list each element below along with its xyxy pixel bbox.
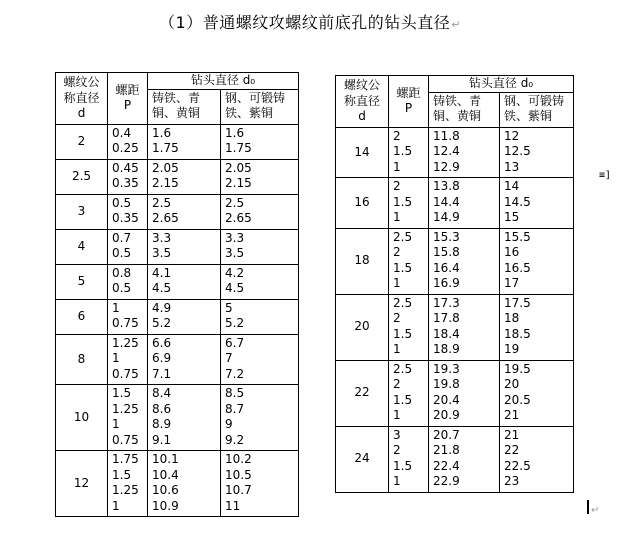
table-row bbox=[56, 334, 299, 385]
cast-iron-cell-line: 19.3 bbox=[433, 361, 460, 376]
cast-iron-cell-line: 22.4 bbox=[433, 458, 460, 473]
pitch-cell bbox=[389, 127, 429, 178]
cast-iron-cell-line: 19.8 bbox=[433, 377, 460, 391]
header-steel-line: 钢、可锻铸 bbox=[225, 90, 286, 105]
pitch-cell-line: 0.45 bbox=[112, 160, 139, 175]
nominal-diameter-cell: 2.5 bbox=[56, 159, 108, 194]
pitch-cell-line: 1 bbox=[112, 498, 120, 513]
pitch-cell-line: 1.5 bbox=[112, 386, 132, 400]
steel-cell-line: 10.2 bbox=[225, 452, 252, 466]
cast-iron-cell-line: 1.6 bbox=[152, 125, 172, 140]
header-cast-iron bbox=[148, 89, 221, 124]
steel-cell-line: 21 bbox=[504, 408, 520, 422]
table-row bbox=[336, 127, 574, 178]
nominal-diameter-cell: 2 bbox=[56, 124, 108, 159]
cast-iron-cell-line: 2.15 bbox=[152, 176, 179, 190]
header-pitch-line: 螺距 bbox=[396, 85, 421, 100]
pitch-cell-line: 3 bbox=[393, 427, 401, 442]
pitch-cell-line: 0.75 bbox=[112, 316, 139, 330]
table-row bbox=[336, 294, 574, 360]
header-row bbox=[56, 73, 299, 90]
header-steel-line: 铁、紫铜 bbox=[225, 106, 274, 120]
header-steel-line: 铁、紫铜 bbox=[504, 109, 553, 123]
cast-iron-cell bbox=[429, 426, 500, 492]
cast-iron-cell-line: 2.05 bbox=[152, 160, 179, 175]
table-row bbox=[56, 159, 299, 194]
steel-cell-line: 2.15 bbox=[225, 176, 252, 190]
steel-cell-line: 2.05 bbox=[225, 160, 252, 175]
nominal-diameter-cell: 10 bbox=[56, 385, 108, 451]
pitch-cell bbox=[108, 159, 148, 194]
cast-iron-cell bbox=[429, 127, 500, 178]
steel-cell-line: 9.2 bbox=[225, 432, 245, 447]
cast-iron-cell-line: 4.9 bbox=[152, 300, 172, 315]
steel-cell-line: 12 bbox=[504, 128, 520, 143]
pitch-cell-line: 2 bbox=[393, 443, 401, 457]
steel-cell bbox=[500, 426, 574, 492]
cast-iron-cell-line: 12.4 bbox=[433, 144, 460, 158]
steel-cell-line: 4.5 bbox=[225, 281, 245, 295]
steel-cell-line: 10.5 bbox=[225, 467, 252, 482]
pitch-cell-line: 0.4 bbox=[112, 125, 132, 140]
pitch-cell bbox=[108, 229, 148, 264]
pitch-cell-line: 0.5 bbox=[112, 246, 132, 260]
steel-cell-line: 14.5 bbox=[504, 194, 531, 209]
header-diameter-line: 螺纹公 bbox=[343, 78, 380, 92]
nominal-diameter-cell: 14 bbox=[336, 127, 389, 178]
steel-cell bbox=[500, 294, 574, 360]
pitch-cell-line: 1.5 bbox=[393, 326, 413, 341]
pitch-cell-line: 0.8 bbox=[112, 265, 132, 280]
pitch-cell-line: 0.35 bbox=[112, 211, 139, 225]
pitch-cell-line: 2.5 bbox=[393, 295, 413, 310]
cast-iron-cell-line: 5.2 bbox=[152, 316, 172, 330]
cast-iron-cell-line: 14.4 bbox=[433, 194, 460, 209]
cast-iron-cell-line: 18.9 bbox=[433, 342, 460, 356]
steel-cell bbox=[221, 385, 299, 451]
steel-cell bbox=[221, 264, 299, 299]
steel-cell-line: 18 bbox=[504, 311, 520, 325]
steel-cell-line: 12.5 bbox=[504, 144, 531, 158]
steel-cell-line: 4.2 bbox=[225, 265, 245, 280]
steel-cell-line: 9 bbox=[225, 417, 233, 431]
document-title bbox=[0, 10, 620, 33]
nominal-diameter-cell: 4 bbox=[56, 229, 108, 264]
steel-cell bbox=[221, 124, 299, 159]
table-row bbox=[56, 229, 299, 264]
steel-cell bbox=[500, 178, 574, 229]
pitch-cell bbox=[389, 228, 429, 294]
pitch-cell-line: 1.5 bbox=[393, 392, 413, 407]
header-cast-iron-line: 铸铁、青 bbox=[152, 90, 201, 105]
cast-iron-cell-line: 20.9 bbox=[433, 408, 460, 422]
header-drill-diameter: 钻头直径 d₀ bbox=[148, 73, 299, 90]
pitch-cell bbox=[389, 360, 429, 426]
pitch-cell-line: 1.25 bbox=[112, 483, 139, 497]
pitch-cell bbox=[108, 264, 148, 299]
cast-iron-cell bbox=[429, 294, 500, 360]
nominal-diameter-cell: 16 bbox=[336, 178, 389, 229]
steel-cell-line: 15 bbox=[504, 210, 520, 224]
header-pitch-line: 螺距 bbox=[115, 82, 140, 97]
table-row bbox=[336, 426, 574, 492]
pitch-cell bbox=[108, 451, 148, 517]
right-drill-table bbox=[335, 75, 574, 493]
steel-cell-line: 13 bbox=[504, 159, 520, 174]
cast-iron-cell bbox=[148, 159, 221, 194]
cast-iron-cell-line: 20.4 bbox=[433, 392, 460, 407]
steel-cell-line: 1.75 bbox=[225, 141, 252, 155]
pitch-cell-line: 1.5 bbox=[393, 458, 413, 473]
pitch-cell-line: 0.35 bbox=[112, 176, 139, 190]
header-cast-iron-line: 铜、黄铜 bbox=[152, 106, 201, 120]
cast-iron-cell-line: 10.6 bbox=[152, 483, 179, 497]
steel-cell-line: 5.2 bbox=[225, 316, 245, 330]
steel-cell-line: 7.2 bbox=[225, 366, 245, 381]
steel-cell-line: 23 bbox=[504, 474, 520, 488]
cast-iron-cell-line: 14.9 bbox=[433, 210, 460, 224]
cast-iron-cell-line: 16.9 bbox=[433, 276, 460, 290]
pitch-cell-line: 2 bbox=[393, 311, 401, 325]
header-row bbox=[336, 76, 574, 93]
cast-iron-cell-line: 12.9 bbox=[433, 159, 460, 174]
nominal-diameter-cell: 24 bbox=[336, 426, 389, 492]
steel-cell-line: 19.5 bbox=[504, 361, 531, 376]
nominal-diameter-cell: 12 bbox=[56, 451, 108, 517]
pitch-cell bbox=[389, 178, 429, 229]
cast-iron-cell bbox=[148, 194, 221, 229]
cast-iron-cell-line: 20.7 bbox=[433, 427, 460, 442]
steel-cell bbox=[221, 194, 299, 229]
cast-iron-cell-line: 8.9 bbox=[152, 417, 172, 431]
cast-iron-cell-line: 3.5 bbox=[152, 246, 172, 260]
steel-cell bbox=[500, 228, 574, 294]
pitch-cell-line: 0.75 bbox=[112, 366, 139, 381]
pitch-cell-line: 2 bbox=[393, 179, 401, 193]
steel-cell-line: 5 bbox=[225, 300, 233, 315]
cast-iron-cell-line: 16.4 bbox=[433, 260, 460, 275]
cast-iron-cell bbox=[429, 360, 500, 426]
header-diameter bbox=[56, 73, 108, 125]
pitch-cell bbox=[108, 124, 148, 159]
steel-cell bbox=[500, 127, 574, 178]
pitch-cell bbox=[108, 194, 148, 229]
cast-iron-cell bbox=[148, 385, 221, 451]
pitch-cell-line: 1.5 bbox=[112, 467, 132, 482]
steel-cell-line: 21 bbox=[504, 427, 520, 442]
cast-iron-cell-line: 2.65 bbox=[152, 211, 179, 225]
pitch-cell-line: 0.75 bbox=[112, 432, 139, 447]
steel-cell-line: 17 bbox=[504, 276, 520, 290]
cast-iron-cell-line: 10.4 bbox=[152, 467, 179, 482]
pitch-cell-line: 1 bbox=[393, 342, 401, 356]
nominal-diameter-cell: 6 bbox=[56, 299, 108, 334]
header-diameter-line: d bbox=[358, 109, 366, 123]
steel-cell-line: 3.3 bbox=[225, 230, 245, 245]
cast-iron-cell-line: 9.1 bbox=[152, 432, 172, 447]
pitch-cell bbox=[108, 385, 148, 451]
cast-iron-cell bbox=[148, 229, 221, 264]
cast-iron-cell-line: 8.6 bbox=[152, 401, 172, 416]
table-row bbox=[56, 299, 299, 334]
header-cast-iron bbox=[429, 92, 500, 127]
cast-iron-cell bbox=[429, 178, 500, 229]
header-pitch-line: P bbox=[404, 101, 413, 116]
header-steel bbox=[500, 92, 574, 127]
cast-iron-cell bbox=[148, 264, 221, 299]
header-steel-line: 钢、可锻铸 bbox=[504, 93, 565, 108]
header-cast-iron-line: 铜、黄铜 bbox=[433, 109, 482, 123]
text-cursor bbox=[587, 500, 589, 514]
paragraph-mark-icon: ↵ bbox=[591, 505, 600, 516]
steel-cell bbox=[500, 360, 574, 426]
cast-iron-cell-line: 4.5 bbox=[152, 281, 172, 295]
pitch-cell bbox=[108, 299, 148, 334]
header-diameter-line: 称直径 bbox=[343, 93, 380, 108]
cast-iron-cell-line: 10.9 bbox=[152, 498, 179, 513]
header-diameter bbox=[336, 76, 389, 128]
steel-cell-line: 8.5 bbox=[225, 386, 245, 400]
steel-cell bbox=[221, 159, 299, 194]
header-pitch-line: P bbox=[123, 98, 132, 113]
steel-cell bbox=[221, 299, 299, 334]
pitch-cell bbox=[389, 294, 429, 360]
pitch-cell-line: 1 bbox=[393, 210, 401, 224]
steel-cell-line: 20 bbox=[504, 377, 520, 391]
table-row bbox=[56, 385, 299, 451]
pitch-cell-line: 2.5 bbox=[393, 361, 413, 376]
steel-cell-line: 7 bbox=[225, 351, 233, 365]
cast-iron-cell-line: 15.3 bbox=[433, 229, 460, 244]
steel-cell-line: 6.7 bbox=[225, 335, 245, 350]
table-row bbox=[56, 264, 299, 299]
pitch-cell-line: 0.7 bbox=[112, 230, 132, 245]
pitch-cell bbox=[389, 426, 429, 492]
pitch-cell-line: 1 bbox=[393, 408, 401, 422]
cast-iron-cell-line: 2.5 bbox=[152, 195, 172, 210]
header-pitch bbox=[108, 73, 148, 125]
cast-iron-cell-line: 17.8 bbox=[433, 311, 460, 325]
cast-iron-cell bbox=[148, 124, 221, 159]
pitch-cell-line: 1.25 bbox=[112, 401, 139, 416]
pitch-cell-line: 1.75 bbox=[112, 452, 139, 466]
steel-cell-line: 17.5 bbox=[504, 295, 531, 310]
steel-cell-line: 11 bbox=[225, 498, 241, 513]
cast-iron-cell-line: 4.1 bbox=[152, 265, 172, 280]
cast-iron-cell-line: 22.9 bbox=[433, 474, 460, 488]
header-diameter-line: 螺纹公 bbox=[63, 75, 100, 89]
pitch-cell-line: 1.5 bbox=[393, 144, 413, 158]
pitch-cell-line: 1 bbox=[112, 351, 120, 365]
steel-cell-line: 22.5 bbox=[504, 458, 531, 473]
table-row bbox=[336, 360, 574, 426]
nominal-diameter-cell: 18 bbox=[336, 228, 389, 294]
pitch-cell-line: 2.5 bbox=[393, 229, 413, 244]
pitch-cell-line: 2 bbox=[393, 128, 401, 143]
pitch-cell-line: 2 bbox=[393, 377, 401, 391]
cast-iron-cell bbox=[148, 334, 221, 385]
header-steel bbox=[221, 89, 299, 124]
steel-cell-line: 22 bbox=[504, 443, 520, 457]
pitch-cell-line: 1.5 bbox=[393, 260, 413, 275]
header-cast-iron-line: 铸铁、青 bbox=[433, 93, 482, 108]
pitch-cell-line: 2 bbox=[393, 245, 401, 259]
steel-cell-line: 18.5 bbox=[504, 326, 531, 341]
steel-cell-line: 8.7 bbox=[225, 401, 245, 416]
cast-iron-cell-line: 15.8 bbox=[433, 245, 460, 259]
steel-cell-line: 14 bbox=[504, 179, 520, 193]
steel-cell bbox=[221, 334, 299, 385]
cast-iron-cell-line: 6.9 bbox=[152, 351, 172, 365]
table-row bbox=[336, 228, 574, 294]
title-text: （1）普通螺纹攻螺纹前底孔的钻头直径 bbox=[159, 13, 451, 32]
cast-iron-cell bbox=[148, 451, 221, 517]
pitch-cell-line: 1.25 bbox=[112, 335, 139, 350]
table-row bbox=[56, 194, 299, 229]
cast-iron-cell-line: 21.8 bbox=[433, 443, 460, 457]
cast-iron-cell-line: 17.3 bbox=[433, 295, 460, 310]
pitch-cell-line: 1 bbox=[393, 159, 401, 174]
steel-cell-line: 2.5 bbox=[225, 195, 245, 210]
cast-iron-cell-line: 13.8 bbox=[433, 179, 460, 193]
cast-iron-cell-line: 3.3 bbox=[152, 230, 172, 245]
pitch-cell-line: 1 bbox=[393, 276, 401, 290]
paragraph-mark-icon: ↵ bbox=[451, 18, 461, 31]
header-drill-diameter: 钻头直径 d₀ bbox=[429, 76, 574, 93]
cast-iron-cell-line: 10.1 bbox=[152, 452, 179, 466]
steel-cell bbox=[221, 451, 299, 517]
steel-cell-line: 10.7 bbox=[225, 483, 252, 497]
steel-cell-line: 16 bbox=[504, 245, 520, 259]
cast-iron-cell-line: 7.1 bbox=[152, 366, 172, 381]
table-row bbox=[56, 124, 299, 159]
nominal-diameter-cell: 8 bbox=[56, 334, 108, 385]
steel-cell-line: 20.5 bbox=[504, 392, 531, 407]
nominal-diameter-cell: 20 bbox=[336, 294, 389, 360]
steel-cell-line: 2.65 bbox=[225, 211, 252, 225]
cast-iron-cell-line: 1.75 bbox=[152, 141, 179, 155]
cast-iron-cell-line: 18.4 bbox=[433, 326, 460, 341]
pitch-cell-line: 1 bbox=[112, 417, 120, 431]
pitch-cell bbox=[108, 334, 148, 385]
table-move-handle-icon[interactable]: ≡] bbox=[599, 170, 612, 181]
pitch-cell-line: 0.5 bbox=[112, 195, 132, 210]
nominal-diameter-cell: 22 bbox=[336, 360, 389, 426]
pitch-cell-line: 1.5 bbox=[393, 194, 413, 209]
steel-cell-line: 15.5 bbox=[504, 229, 531, 244]
pitch-cell-line: 0.25 bbox=[112, 141, 139, 155]
cast-iron-cell bbox=[429, 228, 500, 294]
pitch-cell-line: 1 bbox=[112, 300, 120, 315]
steel-cell bbox=[221, 229, 299, 264]
header-diameter-line: 称直径 bbox=[63, 90, 100, 105]
cast-iron-cell-line: 6.6 bbox=[152, 335, 172, 350]
header-diameter-line: d bbox=[77, 106, 86, 120]
cast-iron-cell-line: 11.8 bbox=[433, 128, 460, 143]
pitch-cell-line: 0.5 bbox=[112, 281, 132, 295]
nominal-diameter-cell: 5 bbox=[56, 264, 108, 299]
cast-iron-cell bbox=[148, 299, 221, 334]
steel-cell-line: 19 bbox=[504, 342, 520, 356]
steel-cell-line: 3.5 bbox=[225, 246, 245, 260]
table-row bbox=[336, 178, 574, 229]
header-pitch bbox=[389, 76, 429, 128]
pitch-cell-line: 1 bbox=[393, 474, 401, 488]
left-drill-table bbox=[55, 72, 299, 517]
cast-iron-cell-line: 8.4 bbox=[152, 386, 172, 400]
steel-cell-line: 16.5 bbox=[504, 260, 531, 275]
steel-cell-line: 1.6 bbox=[225, 125, 245, 140]
table-row bbox=[56, 451, 299, 517]
nominal-diameter-cell: 3 bbox=[56, 194, 108, 229]
